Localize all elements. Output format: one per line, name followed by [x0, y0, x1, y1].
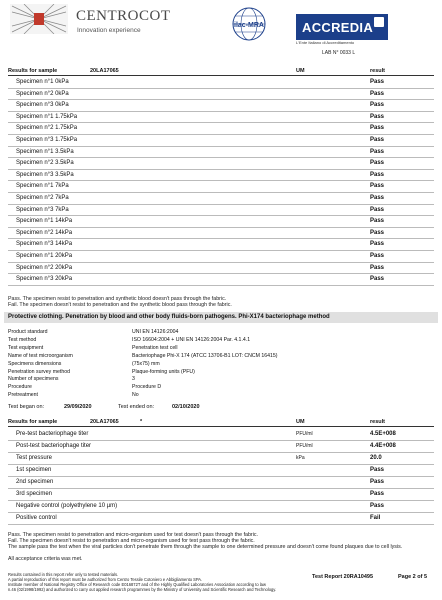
spec-value: Bacteriophage Phi-X 174 (ATCC 13706-B1 LOT: CNCM 16415) [132, 352, 278, 359]
specimen-label: Specimen n°3 1.75kPa [16, 137, 78, 143]
spec-value: ISO 16604:2004 + UNI EN 14126:2004 Par. 4.1.4.1 [132, 336, 251, 343]
table-row [8, 429, 434, 441]
specimen-result: Pass [370, 148, 385, 155]
spec-value: Penetration test cell [132, 344, 178, 351]
measure-label: Negative control (polyethylene 10 µm) [16, 503, 118, 509]
specimen-result: Pass [370, 264, 385, 271]
results-header [8, 67, 434, 76]
table-row [8, 251, 434, 263]
specimen-result: Pass [370, 90, 385, 97]
centrocot-logo-icon [10, 4, 68, 34]
measure-label: Pre-test bacteriophage titer [16, 431, 89, 437]
specimen-result: Pass [370, 229, 385, 236]
results2-header-result: result [370, 419, 385, 425]
measure-result: 4.4E+008 [370, 443, 396, 449]
table-row [8, 465, 434, 477]
specimen-result: Pass [370, 125, 385, 132]
measure-label: 1st specimen [16, 467, 52, 473]
footer-line-3: Institute member of National Registry Office of Research code E016872T and of the Highly Qualified Laboratories Association according to law [8, 582, 266, 587]
began-date: 29/09/2020 [64, 404, 92, 410]
specimen-label: Specimen n°1 3.5kPa [16, 148, 74, 155]
table-row [8, 489, 434, 501]
table-row [8, 216, 434, 228]
table-row [8, 100, 434, 112]
specimen-result: Pass [370, 113, 385, 120]
table-row [8, 158, 434, 170]
spec-row [8, 337, 328, 344]
results-header-2 [8, 418, 434, 427]
measure-result: Pass [370, 467, 385, 473]
spec-value: UNI EN 14126:2004 [132, 329, 179, 335]
spec-row [8, 353, 328, 360]
table-row [8, 205, 434, 217]
footer-line-1: Results contained in this report refer only to tested materials. [8, 572, 119, 577]
table-row [8, 123, 434, 135]
spec-row [8, 369, 328, 376]
measure-label: Positive control [16, 515, 57, 521]
test-report-number: Test Report 20RA10495 [312, 574, 374, 580]
specimen-label: Specimen n°3 20kPa [16, 276, 73, 283]
spec-row [8, 392, 328, 399]
specimen-label: Specimen n°2 0kPa [16, 90, 69, 97]
spec-row [8, 345, 328, 352]
results-header-sample: 20LA17065 [90, 68, 119, 74]
specimen-label: Specimen n°2 14kPa [16, 229, 73, 236]
spec-key: Pretreatment [8, 392, 38, 399]
measure-label: 3rd specimen [16, 491, 53, 497]
specimen-label: Specimen n°3 0kPa [16, 102, 69, 109]
spec-value: 3 [132, 376, 135, 383]
ilac-mra-text: ilac-MRA [234, 22, 264, 29]
table-row [8, 513, 434, 525]
table1-note-fail: Fail. The specimen doesn't resist to penetration and the synthetic blood pass through the fabric. [8, 302, 232, 308]
specimen-label: Specimen n°2 1.75kPa [16, 125, 78, 132]
ended-date: 02/10/2020 [172, 404, 200, 410]
results2-header-star: * [140, 419, 143, 425]
measure-unit: PFU/ml [296, 443, 313, 449]
spec-value: (75x75) mm [132, 360, 160, 367]
spec-row [8, 384, 328, 391]
specimen-label: Specimen n°1 20kPa [16, 253, 73, 259]
specimen-result: Pass [370, 195, 385, 201]
table-row [8, 453, 434, 465]
measure-unit: kPa [296, 455, 305, 461]
footer-line-4: n.46 (02/1998/1992) and authorized to carry out applied research programmes by the Ministry of University and Scientific Research and Technology. [8, 587, 277, 592]
specimen-result: Pass [370, 137, 385, 143]
measure-result: Fail [370, 515, 381, 521]
lab-number: LAB N° 0033 L [322, 50, 356, 56]
specimen-result: Pass [370, 253, 385, 259]
spec-key: Number of specimens [8, 376, 59, 383]
results-header-result: result [370, 68, 385, 74]
spec-row [8, 361, 328, 368]
table-row [8, 181, 434, 193]
specimen-result: Pass [370, 241, 385, 248]
table-row [8, 501, 434, 513]
specimen-label: Specimen n°3 14kPa [16, 241, 73, 248]
table-row [8, 170, 434, 182]
accredia-subtitle: L'Ente Italiano di Accreditamento [296, 40, 355, 45]
specimen-label: Specimen n°3 3.5kPa [16, 171, 74, 178]
table-row [8, 193, 434, 205]
began-label: Test began on: [8, 404, 45, 410]
specimen-result: Pass [370, 171, 385, 178]
table2-note-accepted: All acceptance criteria was met. [8, 556, 83, 562]
spec-row [8, 376, 328, 383]
specimen-label: Specimen n°3 7kPa [16, 206, 69, 213]
table2-note-criteria: The sample pass the test when the viral particles don't penetrate them through the sample to one determined pressure and doesn't come found plaques due to cell lysis. [8, 544, 403, 550]
measure-result: 4.5E+008 [370, 431, 396, 437]
table-row [8, 135, 434, 147]
table-row [8, 274, 434, 286]
table-row [8, 147, 434, 159]
specimen-label: Specimen n°2 7kPa [16, 195, 69, 201]
results-header-um: UM [296, 68, 305, 74]
spec-key: Test equipment [8, 344, 44, 351]
brand-tagline: Innovation experience [77, 27, 141, 34]
accredia-name: ACCREDIA [302, 19, 374, 35]
table2-note-fail: Fail. The specimen doesn't resist to penetration and micro-organism used for test pass through the fabric. [8, 538, 255, 544]
table1-note-pass: Pass. The specimen resist to penetration and synthetic blood doesn't pass through the fabric. [8, 296, 227, 302]
results2-header-um: UM [296, 419, 305, 425]
italy-map-icon [374, 17, 384, 27]
measure-result: 20.0 [370, 455, 382, 461]
results2-header-label: Results for sample [8, 419, 58, 425]
spec-value: Procedure D [132, 384, 162, 391]
page-header [0, 0, 442, 62]
results-header-label: Results for sample [8, 68, 58, 74]
brand-name: CENTROCOT [76, 8, 171, 24]
measure-result: Pass [370, 491, 385, 497]
specimen-result: Pass [370, 79, 385, 85]
measure-unit: PFU/ml [296, 431, 313, 437]
spec-key: Test method [8, 336, 37, 343]
spec-key: Product standard [8, 329, 48, 335]
table-row [8, 263, 434, 275]
results2-header-sample: 20LA17065 [90, 419, 119, 425]
spec-value: Plaque-forming units (PFU) [132, 368, 195, 375]
spec-key: Procedure [8, 384, 32, 391]
measure-label: Post-test bacteriophage titer [16, 443, 92, 449]
table2-note-pass: Pass. The specimen resist to penetration and micro-organism used for test doesn't pass through the fabric. [8, 532, 258, 538]
measure-result: Pass [370, 479, 385, 485]
specimen-label: Specimen n°1 14kPa [16, 218, 73, 225]
footer-line-2: A partial reproduction of this report must be authorized from Centro Tessile Cotoniero e Abbigliamento SPA. [8, 577, 203, 582]
table-row [8, 477, 434, 489]
ended-label: Test ended on: [118, 404, 155, 410]
table-row [8, 77, 434, 89]
specimen-result: Pass [370, 276, 385, 283]
measure-result: Pass [370, 503, 385, 509]
specimen-label: Specimen n°2 3.5kPa [16, 160, 74, 167]
section-title: Protective clothing. Penetration by blood and other body fluids-born pathogens. Phi-X174 bacteriophage method [4, 312, 438, 323]
specimen-result: Pass [370, 206, 385, 213]
spec-key: Specimens dimensions [8, 360, 62, 367]
test-dates [8, 404, 408, 412]
specimen-result: Pass [370, 218, 385, 225]
page-number: Page 2 of 5 [398, 574, 428, 580]
ilac-mra-logo-icon [228, 6, 270, 46]
table-row [8, 228, 434, 240]
spec-row [8, 329, 328, 336]
measure-label: 2nd specimen [16, 479, 54, 485]
specimen-result: Pass [370, 160, 385, 167]
accredia-logo [296, 14, 388, 40]
spec-key: Penetration survey method [8, 368, 70, 375]
specimen-result: Pass [370, 183, 385, 190]
specimen-result: Pass [370, 102, 385, 109]
specimen-label: Specimen n°1 7kPa [16, 183, 69, 190]
table-row [8, 89, 434, 101]
spec-value: No [132, 392, 139, 399]
measure-label: Test pressure [16, 455, 53, 461]
table-row [8, 239, 434, 251]
specimen-label: Specimen n°2 20kPa [16, 264, 73, 271]
spec-key: Name of test microorganism [8, 352, 73, 359]
specimen-label: Specimen n°1 1.75kPa [16, 113, 78, 120]
table-row [8, 441, 434, 453]
specimen-label: Specimen n°1 0kPa [16, 79, 69, 85]
table-row [8, 112, 434, 124]
